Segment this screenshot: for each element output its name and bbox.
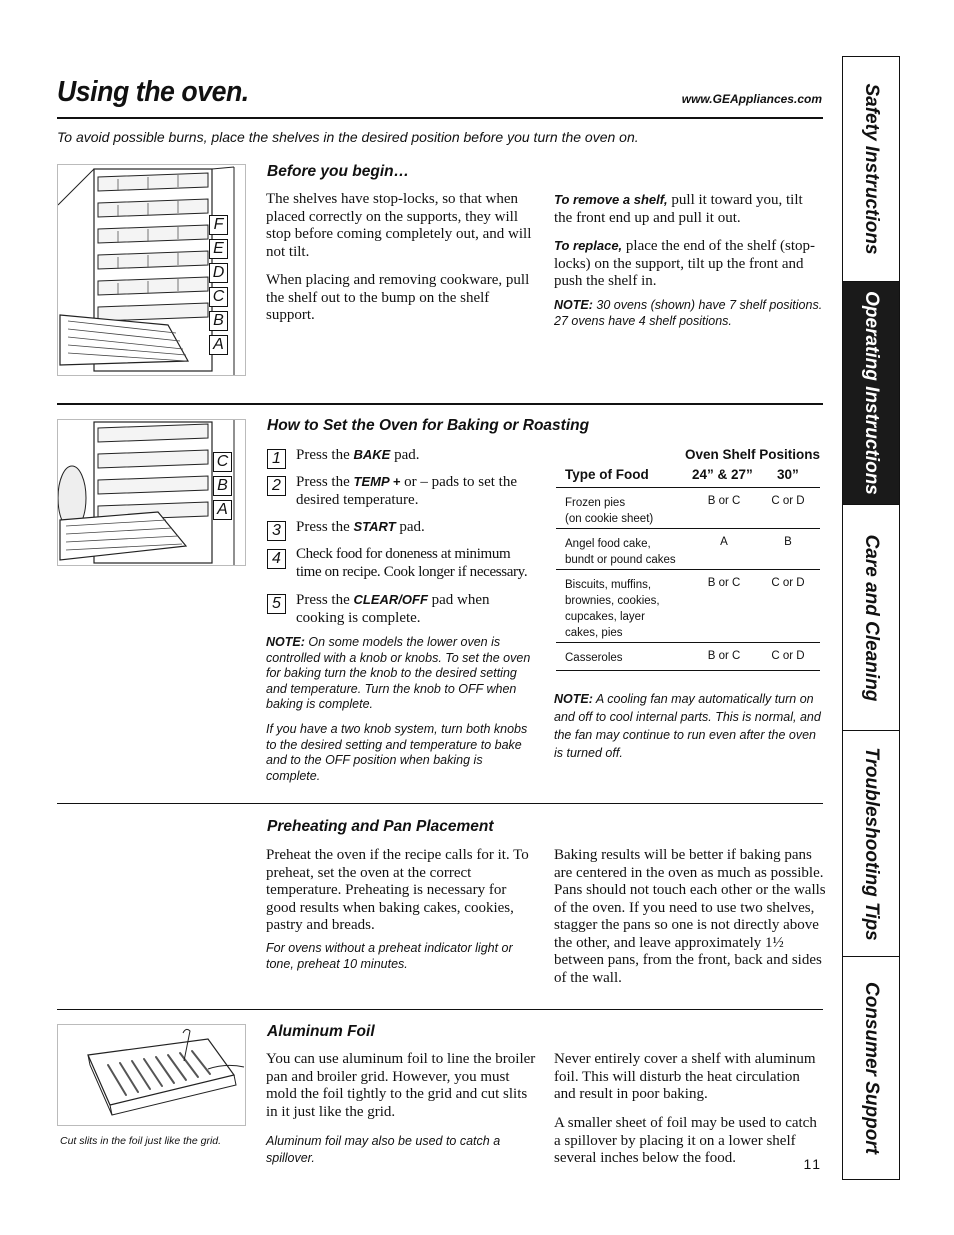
oven-shelves-illustration [57,164,246,376]
shelf-letter-e: E [209,239,228,259]
col-header-30: 30” [777,467,799,482]
tab-label: Troubleshooting Tips [861,746,882,941]
cell-30: C or D [771,577,805,589]
section-heading-before-you-begin: Before you begin… [267,163,410,180]
tab-label: Consumer Support [861,981,882,1155]
shelf-positions-note [554,298,824,329]
cell-food: Casseroles [565,652,623,664]
tab-label: Safety Instructions [861,83,882,255]
step-number: 3 [267,521,286,541]
step-key: START [353,519,396,534]
section-heading-foil: Aluminum Foil [267,1023,375,1040]
col-header-24-27: 24” & 27” [692,467,753,482]
table-row [556,643,820,671]
col-header-food: Type of Food [565,467,649,482]
shelf-letter-b: B [213,476,232,496]
section-rule-3 [57,1009,823,1010]
replace-shelf-lead: To replace, [554,238,623,253]
tab-care-and-cleaning[interactable] [843,505,899,731]
section-tabs [842,56,900,1180]
section-heading-baking: How to Set the Oven for Baking or Roasting [267,417,590,434]
shelf-letter-c: C [209,287,228,307]
section-heading-preheating: Preheating and Pan Placement [267,818,494,835]
remove-shelf-body: pull it toward you, tilt the front end up and pull it out. [554,192,803,226]
note-lead: NOTE: [266,635,305,649]
foil-para-1: You can use aluminum foil to line the broiler pan and broiler grid. However, you must mold the foil tightly to the grid and cut slits in it just like the grid. [266,1051,536,1120]
remove-shelf-text [554,191,822,227]
note-body: 30 ovens (shown) have 7 shelf positions. 27 ovens have 4 shelf positions. [554,298,823,328]
note-body: A cooling fan may automatically turn on and off to cool internal parts. This is normal, and the fan may continue to run even after the oven is turned off. [554,692,821,760]
step-text [296,546,538,581]
knob-note [266,635,538,713]
oven-baking-illustration [57,419,246,566]
section-rule-1 [57,403,823,405]
cell-24-27: A [720,536,728,548]
replace-shelf-body: place the end of the shelf (stop-locks) on the support, tilt up the front and push the shelf in. [554,238,816,289]
foil-illustration [57,1024,246,1126]
cell-food: Angel food cake, bundt or pound cakes [565,538,676,566]
shelf-letter-a: A [213,500,232,520]
note-lead: NOTE: [554,692,593,706]
step-pre: Press the [296,474,354,490]
table-row [556,488,820,529]
preheat-note: For ovens without a preheat indicator light or tone, preheat 10 minutes. [266,941,513,971]
step-number: 4 [267,549,286,569]
foil-note: Aluminum foil may also be used to catch a spillover. [266,1134,501,1165]
cell-24-27: B or C [707,650,741,662]
remove-shelf-lead: To remove a shelf, [554,192,668,207]
preheat-para-1: Preheat the oven if the recipe calls for it. To preheat, set the oven at the correct temperature. Preheating is necessary for good results when baking cakes, cookies, pastry and breads. [266,847,529,933]
step-text [296,446,538,465]
replace-shelf-text [554,237,822,291]
table-row [556,529,820,570]
cell-food: Biscuits, muffins, brownies, cookies, cupcakes, layer cakes, pies [565,579,660,639]
broiler-pan-foil-svg [58,1025,245,1125]
shelf-letter-d: D [209,263,228,283]
shelf-letter-labels [209,215,228,355]
step-pre: Press the [296,592,354,608]
step-pre: Check food for doneness at minimum time on recipe. Cook longer if necessary. [296,546,528,580]
step-text [296,518,538,537]
step-number: 2 [267,476,286,496]
cell-24-27: B or C [707,495,741,507]
cell-30: C or D [771,495,805,507]
tab-safety-instructions[interactable] [843,57,899,282]
step-number: 5 [267,594,286,614]
tab-troubleshooting-tips[interactable] [843,731,899,957]
section-rule-2 [57,803,823,804]
cell-30: C or D [771,650,805,662]
step-text [296,473,538,509]
pan-placement-para: Baking results will be better if baking pans are centered in the oven as much as possible. Pans should not touch each other or the walls of the oven. If you need to use two shelves, stagger the pans so one is not directly above the other, and leave approximately 1½ between pans, from the front, back and sides of the wall. [554,847,826,986]
table-header [556,447,820,488]
step-key: CLEAR/OFF [353,592,428,607]
cell-food: Frozen pies (on cookie sheet) [565,497,654,525]
page-number: 11 [803,1156,822,1172]
step-number: 1 [267,449,286,469]
before-para-2: When placing and removing cookware, pull the shelf out to the bump on the shelf support. [266,272,530,323]
header-rule [57,117,823,119]
page-title: Using the oven. [57,76,249,108]
shelf-letter-f: F [209,215,228,235]
cell-30: B [784,536,792,548]
step-post: pad. [395,519,425,535]
site-url[interactable]: www.GEAppliances.com [681,92,822,106]
before-para-1: The shelves have stop-locks, so that when placed correctly on the supports, they will stop before coming completely out, and will not tilt. [266,191,532,260]
note-body: On some models the lower oven is controlled with a knob or knobs. To set the oven for baking turn the knob to the desired setting and temperature. Turn the knob to OFF when baking is complete. [266,635,531,711]
foil-caption: Cut slits in the foil just like the grid. [60,1135,222,1147]
cell-24-27: B or C [707,577,741,589]
tab-label: Operating Instructions [861,291,882,495]
foil-para-2: Never entirely cover a shelf with aluminum foil. This will disturb the heat circulation and result in poor baking. [554,1051,816,1102]
shelf-positions-table [556,447,820,671]
table-group-header: Oven Shelf Positions [684,447,820,462]
step-post: pad. [390,447,420,463]
step-post: pad when cooking is complete. [296,592,490,626]
tab-operating-instructions[interactable] [843,282,899,505]
tab-consumer-support[interactable] [843,957,899,1179]
baking-shelf-letter-labels [213,452,232,520]
step-text [296,591,538,627]
foil-para-3: A smaller sheet of foil may be used to catch a spillover by placing it on a lower shelf several inches below the food. [554,1115,817,1166]
shelf-letter-b: B [209,311,228,331]
step-key: TEMP + [353,474,401,489]
note-lead: NOTE: [554,298,593,312]
shelf-letter-c: C [213,452,232,472]
step-key: BAKE [353,447,391,462]
intro-text: To avoid possible burns, place the shelves in the desired position before you turn the oven on. [57,129,639,145]
step-post: or – pads to set the desired temperature. [296,474,517,508]
step-pre: Press the [296,447,354,463]
table-row [556,570,820,643]
tab-label: Care and Cleaning [861,534,882,701]
two-knob-note: If you have a two knob system, turn both knobs to the desired setting and temperature to bake and to the OFF position when baking is complete. [266,722,528,783]
step-pre: Press the [296,519,354,535]
shelf-letter-a: A [209,335,228,355]
cooling-fan-note [554,690,824,762]
